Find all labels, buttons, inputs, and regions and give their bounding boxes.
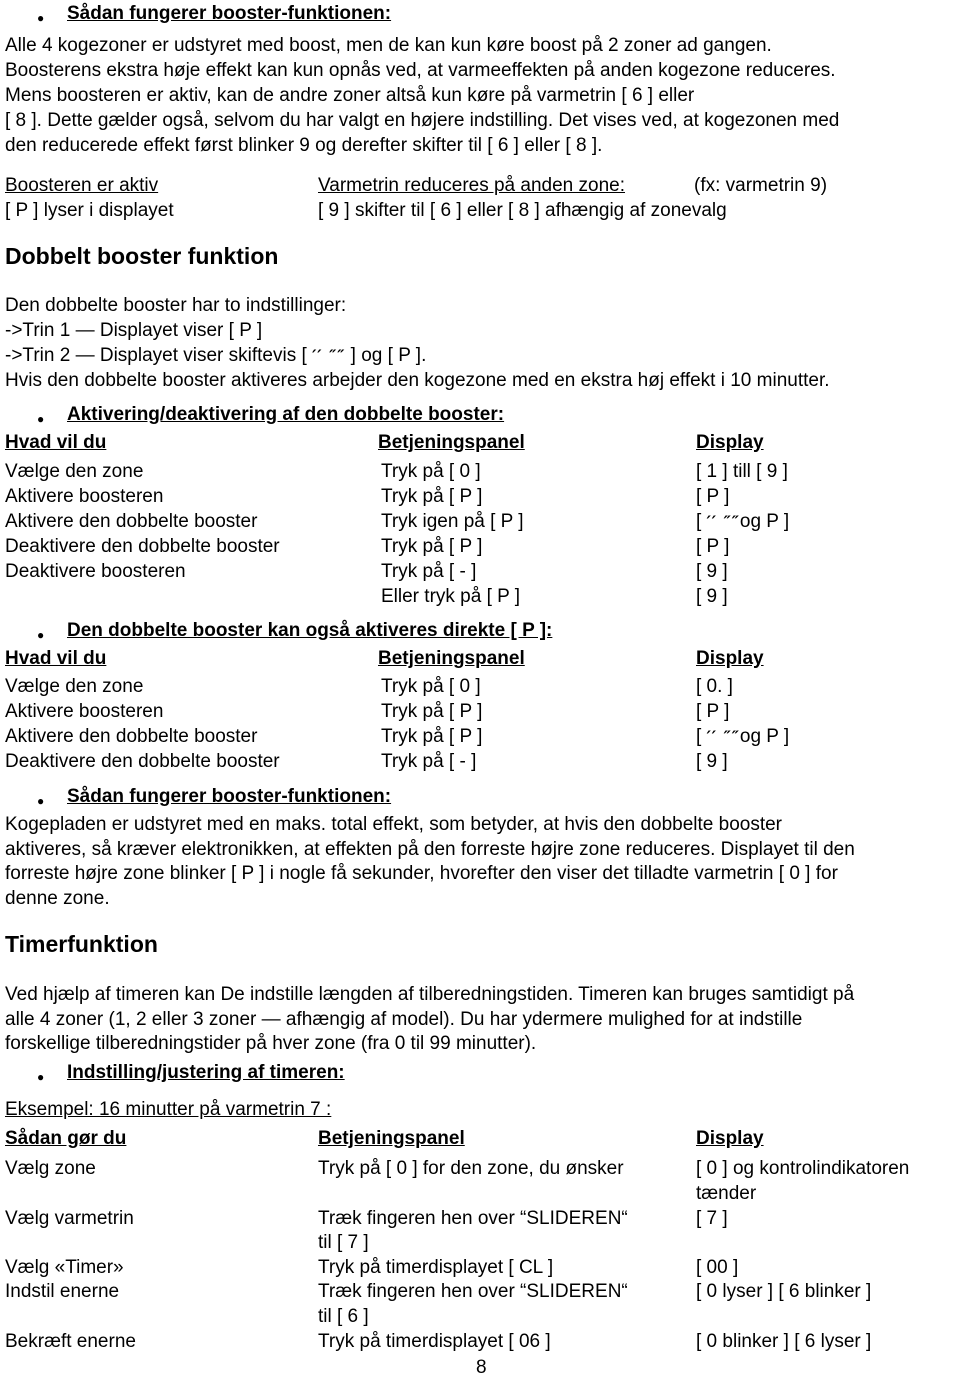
table-header: Hvad vil du bbox=[5, 648, 107, 669]
table-cell: Tryk på [ P ] bbox=[381, 726, 483, 747]
bullet: ● bbox=[37, 1070, 45, 1084]
column-heading: Varmetrin reduceres på anden zone: bbox=[318, 175, 625, 196]
paragraph-line: [ 8 ]. Dette gælder også, selvom du har valgt en højere indstilling. Det vises ved, at kogezonen med bbox=[5, 110, 840, 131]
table-cell: Vælg zone bbox=[5, 1158, 96, 1179]
table-cell: Deaktivere boosteren bbox=[5, 561, 186, 582]
table-cell: [ P ] bbox=[696, 701, 730, 722]
paragraph-line: ->Trin 1 — Displayet viser [ P ] bbox=[5, 320, 263, 341]
table-cell: Indstil enerne bbox=[5, 1281, 120, 1302]
table-cell: Tryk på [ 0 ] for den zone, du ønsker bbox=[318, 1158, 624, 1179]
table-cell: Vælg «Timer» bbox=[5, 1257, 124, 1278]
table-cell: [ 7 ] bbox=[696, 1208, 728, 1229]
paragraph-line: Alle 4 kogezoner er udstyret med boost, men de kan kun køre boost på 2 zoner ad gangen. bbox=[5, 35, 772, 56]
column-note: (fx: varmetrin 9) bbox=[694, 175, 828, 196]
table-cell: [ P ] bbox=[696, 486, 730, 507]
segment-display-icon: ′′ ″″ bbox=[706, 727, 740, 746]
bullet: ● bbox=[37, 794, 45, 808]
section-title: Dobbelt booster funktion bbox=[5, 243, 279, 269]
line-part: ->Trin 2 — Displayet viser skiftevis [ bbox=[5, 345, 307, 366]
example-caption: Eksempel: 16 minutter på varmetrin 7 : bbox=[5, 1099, 332, 1120]
table-cell: Aktivere boosteren bbox=[5, 701, 164, 722]
table-cell: [ 1 ] till [ 9 ] bbox=[696, 461, 788, 482]
paragraph-line: aktiveres, så kræver elektronikken, at effekten på den forreste højre zone reduceres. Displayet til den bbox=[5, 839, 855, 860]
table-cell: Tryk på [ 0 ] bbox=[381, 676, 481, 697]
table-cell: Eller tryk på [ P ] bbox=[381, 586, 521, 607]
table-cell: Tryk på [ P ] bbox=[381, 486, 483, 507]
paragraph-line: Hvis den dobbelte booster aktiveres arbejder den kogezone med en ekstra høj effekt i 10 minutter. bbox=[5, 370, 830, 391]
table-cell: Vælge den zone bbox=[5, 676, 144, 697]
section-heading: Sådan fungerer booster-funktionen: bbox=[67, 786, 392, 807]
table-cell: [ 00 ] bbox=[696, 1257, 739, 1278]
paragraph-line: forreste højre zone blinker [ P ] i nogle få sekunder, hvorefter den viser det tilladte varmetrin [ 0 ] for bbox=[5, 863, 838, 884]
bullet: ● bbox=[37, 412, 45, 426]
table-cell: Træk fingeren hen over “SLIDEREN“ bbox=[318, 1281, 628, 1302]
table-header: Display bbox=[696, 432, 764, 453]
table-header: Display bbox=[696, 648, 764, 669]
paragraph-line: denne zone. bbox=[5, 888, 110, 909]
table-header: Betjeningspanel bbox=[318, 1128, 465, 1149]
table-cell: Deaktivere den dobbelte booster bbox=[5, 536, 280, 557]
table-cell: til [ 7 ] bbox=[318, 1232, 369, 1253]
table-heading: Aktivering/deaktivering af den dobbelte booster: bbox=[67, 404, 505, 425]
table-cell: [ 0 blinker ] [ 6 lyser ] bbox=[696, 1331, 872, 1352]
bullet: ● bbox=[37, 11, 45, 25]
paragraph-line: Mens boosteren er aktiv, kan de andre zoner altså kun køre på varmetrin [ 6 ] eller bbox=[5, 85, 695, 106]
section-title: Timerfunktion bbox=[5, 931, 158, 957]
table-cell: Deaktivere den dobbelte booster bbox=[5, 751, 280, 772]
table-cell: Bekræft enerne bbox=[5, 1331, 136, 1352]
table-cell: [ ′′ ″″og P ] bbox=[696, 726, 790, 747]
paragraph-line: Ved hjælp af timeren kan De indstille længden af tilberedningstiden. Timeren kan bruges samtidigt på bbox=[5, 984, 855, 1005]
table-cell: [ 9 ] bbox=[696, 751, 728, 772]
column-value: [ 9 ] skifter til [ 6 ] eller [ 8 ] afhængig af zonevalg bbox=[318, 200, 727, 221]
table-cell: tænder bbox=[696, 1183, 757, 1204]
table-cell: [ 0 ] og kontrolindikatoren bbox=[696, 1158, 910, 1179]
paragraph-line bbox=[5, 344, 426, 369]
paragraph-line: den reducerede effekt først blinker 9 og derefter skifter til [ 6 ] eller [ 8 ]. bbox=[5, 135, 603, 156]
table-cell: Tryk på [ P ] bbox=[381, 701, 483, 722]
table-cell: Tryk igen på [ P ] bbox=[381, 511, 524, 532]
table-cell: Aktivere boosteren bbox=[5, 486, 164, 507]
table-cell: Tryk på [ 0 ] bbox=[381, 461, 481, 482]
table-cell: Træk fingeren hen over “SLIDEREN“ bbox=[318, 1208, 628, 1229]
table-heading: Den dobbelte booster kan også aktiveres direkte [ P ]: bbox=[67, 620, 553, 641]
column-heading: Boosteren er aktiv bbox=[5, 175, 159, 196]
paragraph-line: Den dobbelte booster har to indstillinger: bbox=[5, 295, 347, 316]
table-cell: Tryk på [ P ] bbox=[381, 536, 483, 557]
paragraph-line: forskellige tilberedningstider på hver zone (fra 0 til 99 minutter). bbox=[5, 1033, 537, 1054]
segment-display-icon: ′′ ″″ bbox=[312, 346, 346, 365]
table-cell: [ 9 ] bbox=[696, 586, 728, 607]
column-value: [ P ] lyser i displayet bbox=[5, 200, 174, 221]
table-cell: Tryk på timerdisplayet [ 06 ] bbox=[318, 1331, 551, 1352]
section-heading: Indstilling/justering af timeren: bbox=[67, 1062, 345, 1083]
page-number: 8 bbox=[476, 1357, 487, 1378]
section-heading: Sådan fungerer booster-funktionen: bbox=[67, 3, 392, 24]
table-header: Sådan gør du bbox=[5, 1128, 127, 1149]
table-cell: [ 9 ] bbox=[696, 561, 728, 582]
table-cell: Vælg varmetrin bbox=[5, 1208, 134, 1229]
paragraph-line: Boosterens ekstra høje effekt kan kun opnås ved, at varmeeffekten på anden kogezone reduceres. bbox=[5, 60, 836, 81]
paragraph-line: Kogepladen er udstyret med en maks. total effekt, som betyder, at hvis den dobbelte booster bbox=[5, 814, 783, 835]
line-part: ] og [ P ]. bbox=[350, 345, 427, 366]
table-cell: [ ′′ ″″og P ] bbox=[696, 511, 790, 532]
table-cell: Aktivere den dobbelte booster bbox=[5, 726, 258, 747]
table-header: Display bbox=[696, 1128, 764, 1149]
table-cell: Aktivere den dobbelte booster bbox=[5, 511, 258, 532]
table-cell: Tryk på [ - ] bbox=[381, 751, 477, 772]
table-cell: Tryk på [ - ] bbox=[381, 561, 477, 582]
table-cell: [ P ] bbox=[696, 536, 730, 557]
paragraph-line: alle 4 zoner (1, 2 eller 3 zoner — afhængig af model). Du har ydermere mulighed for at indstille bbox=[5, 1009, 803, 1030]
table-cell: til [ 6 ] bbox=[318, 1306, 369, 1327]
table-cell: [ 0. ] bbox=[696, 676, 733, 697]
table-header: Betjeningspanel bbox=[378, 432, 525, 453]
table-cell: Tryk på timerdisplayet [ CL ] bbox=[318, 1257, 554, 1278]
table-cell: [ 0 lyser ] [ 6 blinker ] bbox=[696, 1281, 872, 1302]
segment-display-icon: ′′ ″″ bbox=[706, 512, 740, 531]
table-cell: Vælge den zone bbox=[5, 461, 144, 482]
table-header: Hvad vil du bbox=[5, 432, 107, 453]
bullet: ● bbox=[37, 628, 45, 642]
table-header: Betjeningspanel bbox=[378, 648, 525, 669]
